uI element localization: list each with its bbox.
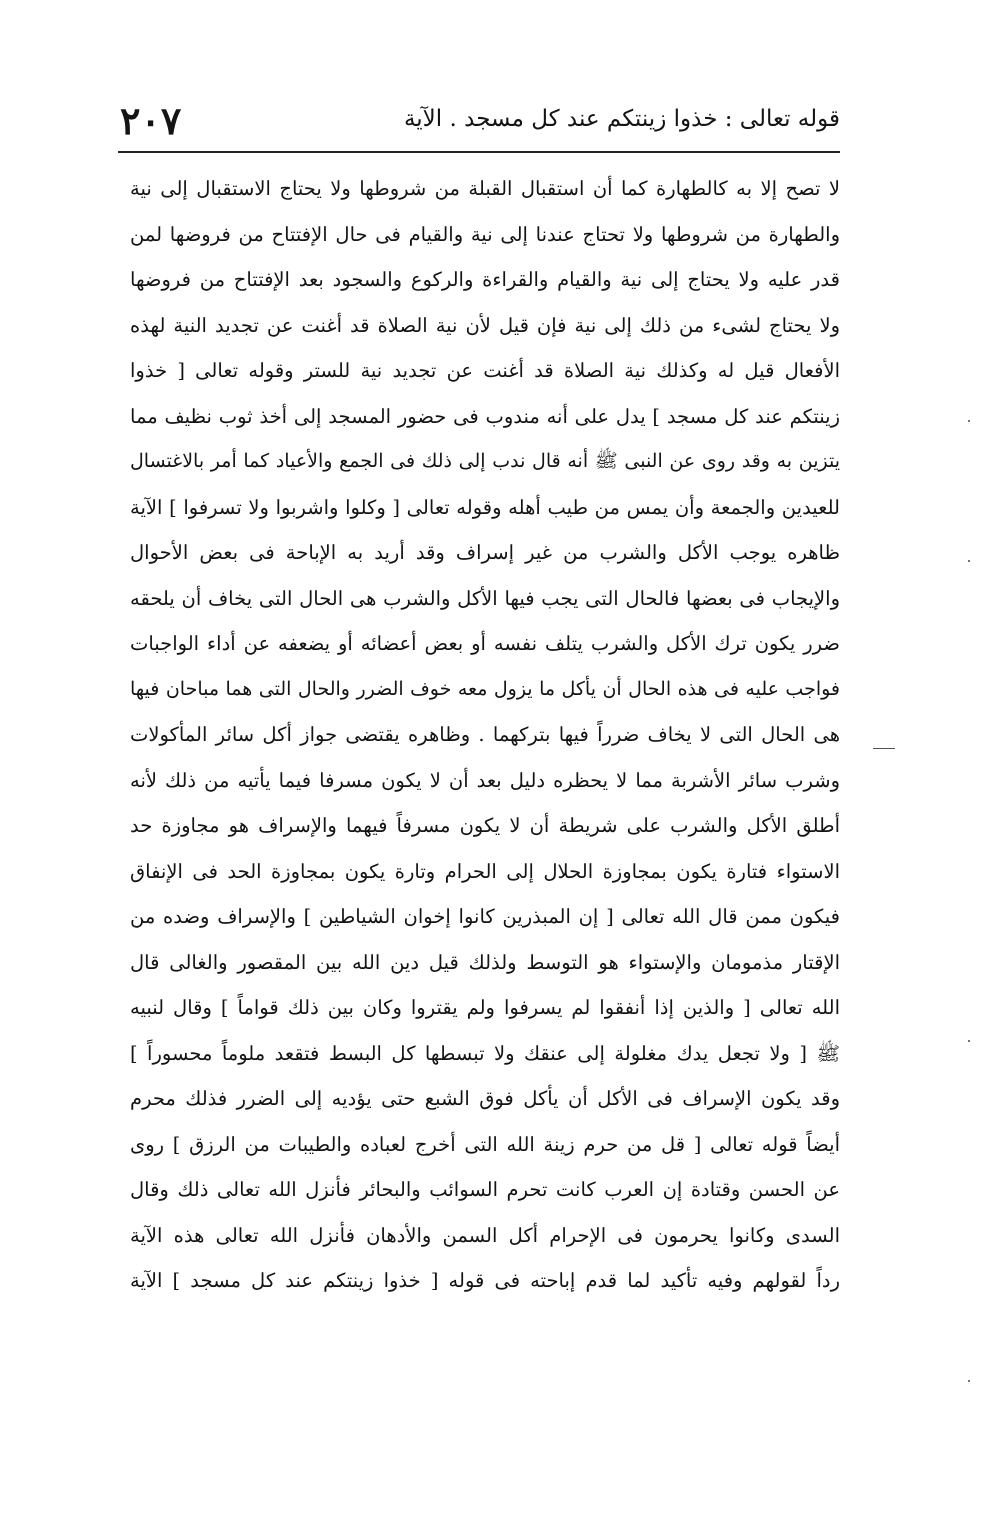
text-line: رداً لقولهم وفيه تأكيد لما قدم إباحته فى قوله [ خذوا زينتكم عند كل مسجد ] الآية: [130, 1269, 840, 1292]
text-line: فيكون ممن قال الله تعالى [ إن المبذرين كانوا إخوان الشياطين ] والإسراف وضده من: [130, 905, 840, 928]
edge-speck: [968, 1040, 970, 1042]
body-text: [130, 166, 840, 1304]
text-line: فواجب عليه فى هذه الحال أن يأكل ما يزول معه خوف الضرر والحال التى هما مباحان فيها: [130, 677, 840, 700]
text-line: أطلق الأكل والشرب على شريطة أن لا يكون مسرفاً فيهما والإسراف هو مجاوزة حد: [130, 814, 840, 837]
text-line: زينتكم عند كل مسجد ] يدل على أنه مندوب فى حضور المسجد إلى أخذ ثوب نظيف مما: [130, 404, 840, 428]
text-line: الله تعالى [ والذين إذا أنفقوا لم يسرفوا ولم يقتروا وكان بين ذلك قواماً ] وقال لنبيه: [130, 996, 840, 1019]
text-line: السدى وكانوا يحرمون فى الإحرام أكل السمن والأدهان فأنزل الله تعالى هذه الآية: [130, 1223, 840, 1247]
page-number: ٢٠٧: [120, 98, 182, 143]
text-line: ظاهره يوجب الأكل والشرب من غير إسراف وقد أريد به الإباحة فى بعض الأحوال: [130, 541, 840, 564]
margin-mark: [873, 748, 895, 749]
text-line: الإقتار مذمومان والإستواء هو التوسط ولذلك قيل دين الله بين المقصور والغالى قال: [130, 950, 840, 974]
text-line: قدر عليه ولا يحتاج إلى نية والقيام والقراءة والركوع والسجود بعد الإفتتاح من فروضها: [130, 268, 840, 291]
header-divider: [118, 151, 840, 153]
text-line: وشرب سائر الأشربة مما لا يحظره دليل بعد أن لا يكون مسرفا فيما يأتيه من ذلك لأنه: [130, 768, 840, 792]
text-line: لا تصح إلا به كالطهارة كما أن استقبال القبلة من شروطها ولا يحتاج الاستقبال إلى نية: [130, 177, 840, 200]
text-line: الأفعال قيل له وكذلك نية الصلاة قد أغنت عن تجديد نية للستر وقوله تعالى [ خذوا: [130, 359, 840, 382]
running-header: [118, 96, 840, 152]
text-line: والطهارة من شروطها ولا تحتاج عندنا إلى نية والقيام فى حال الإفتتاح من فروضها لمن: [130, 222, 840, 246]
text-line: وقد يكون الإسراف فى الأكل أن يأكل فوق الشبع حتى يؤديه إلى الضرر فذلك محرم: [130, 1087, 840, 1110]
text-line: ﷺ [ ولا تجعل يدك مغلولة إلى عنقك ولا تبسطها كل البسط فتقعد ملوماً محسوراً ]: [130, 1041, 840, 1065]
text-line: والإيجاب فى بعضها فالحال التى يجب فيها الأكل والشرب هى الحال التى يخاف أن يلحقه: [130, 586, 840, 610]
text-line: ضرر يكون ترك الأكل والشرب يتلف نفسه أو بعض أعضائه أو يضعفه عن أداء الواجبات: [130, 632, 840, 655]
text-line: يتزين به وقد روى عن النبى ﷺ أنه قال ندب إلى ذلك فى الجمع والأعياد كما أمر بالاغتسال: [130, 450, 840, 472]
text-line: أيضاً قوله تعالى [ قل من حرم زينة الله التى أخرج لعباده والطيبات من الرزق ] روى: [130, 1132, 840, 1156]
text-line: للعيدين والجمعة وأن يمس من طيب أهله وقوله تعالى [ وكلوا واشربوا ولا تسرفوا ] الآية: [130, 495, 840, 519]
edge-speck: [968, 560, 970, 562]
text-line: هى الحال التى لا يخاف ضرراً فيها بتركهما . وظاهره يقتضى جواز أكل سائر المأكولات: [130, 723, 840, 746]
header-title: قوله تعالى : خذوا زينتكم عند كل مسجد . الآية: [403, 106, 840, 132]
text-line: ولا يحتاج لشىء من ذلك إلى نية فإن قيل لأن نية الصلاة قد أغنت عن تجديد النية لهذه: [130, 313, 840, 337]
text-line: الاستواء فتارة يكون بمجاوزة الحلال إلى الحرام وتارة يكون بمجاوزة الحد فى الإنفاق: [130, 859, 840, 883]
text-line: عن الحسن وقتادة إن العرب كانت تحرم السوائب والبحائر فأنزل الله تعالى ذلك وقال: [130, 1178, 840, 1201]
edge-speck: [968, 420, 970, 422]
edge-speck: [968, 1380, 970, 1382]
